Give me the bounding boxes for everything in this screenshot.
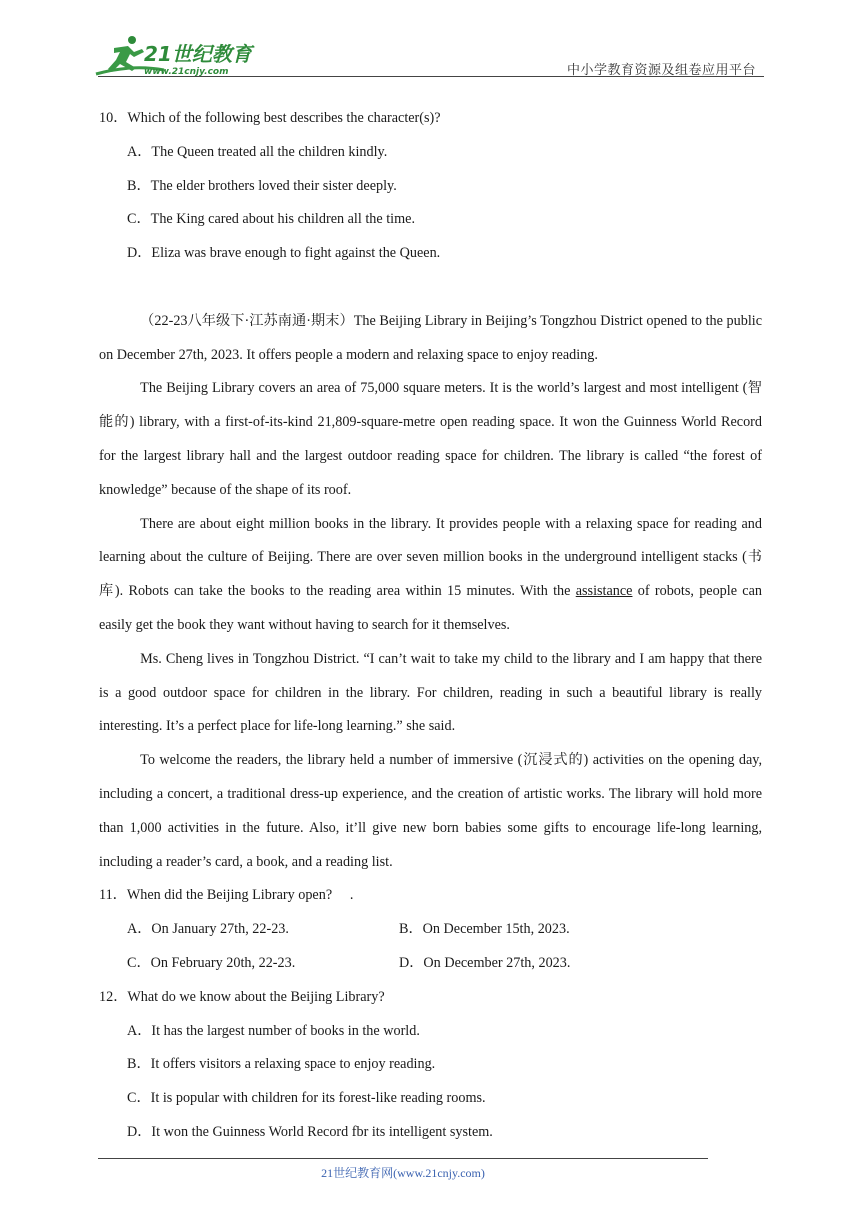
- q10-stem: 10．Which of the following best describes the character(s)?: [99, 110, 441, 126]
- passage-paragraph-5: To welcome the readers, the library held a number of immersive (沉浸式的) activities on the opening day, including a concert, a traditional dress-up experience, and the creation of artistic works. The library will hold more than 1,000 activities in the future. Also, it’ll give new born babies some gifts to encourage life-long learning, including a reader’s card, a book, and a reading list.: [99, 752, 762, 870]
- underlined-word: assistance: [575, 583, 633, 600]
- passage-paragraph-1: （22-23八年级下·江苏南通·期末）The Beijing Library in Beijing’s Tongzhou District opened to the public on December 27th, 2023. It offers people a modern and relaxing space to enjoy reading.: [99, 312, 762, 363]
- q11-option-c: C．On February 20th, 22-23.: [127, 954, 296, 971]
- q12-option-c: C．It is popular with children for its forest-like reading rooms.: [127, 1090, 486, 1107]
- header-divider: [98, 76, 764, 77]
- q11-stem: 11．When did the Beijing Library open? .: [99, 887, 354, 904]
- p3-text-before: There are about eight million books in the library. It provides people with a relaxing space for reading and learning about the culture of Beijing. There are over seven million books in the underground intelligent stacks (书库). Robots can take the books to the reading area within 15 minutes. With the: [99, 515, 762, 600]
- q11-option-d: D．On December 27th, 2023.: [399, 954, 571, 971]
- p3-text-after: of robots, people can easily get the book they want without having to search for it themselves.: [99, 583, 762, 633]
- passage-paragraph-3: [99, 508, 762, 643]
- header-platform-text: 中小学教育资源及组卷应用平台: [566, 62, 756, 77]
- q12-option-a: A．It has the largest number of books in the world.: [127, 1022, 420, 1039]
- q12-option-b: B．It offers visitors a relaxing space to enjoy reading.: [127, 1056, 436, 1073]
- runner-logo-icon: [92, 34, 262, 78]
- q11-options-row-1: [99, 913, 762, 947]
- document-body: [99, 102, 762, 1150]
- q10-option-a: A．The Queen treated all the children kindly.: [127, 143, 388, 160]
- page-header: [0, 0, 860, 80]
- spacer: [99, 271, 762, 305]
- q11-options-row-2: [99, 947, 762, 981]
- svg-text:www.21cnjy.com: www.21cnjy.com: [144, 67, 229, 77]
- svg-text:21世纪教育: 21世纪教育: [144, 42, 252, 66]
- passage-paragraph-4: Ms. Cheng lives in Tongzhou District. “I can’t wait to take my child to the library and I am happy that there is a good outdoor space for children in the library. For children, reading in such a beautiful library is really interesting. It’s a perfect place for life-long learning.” she said.: [99, 650, 762, 735]
- passage-paragraph-2: The Beijing Library covers an area of 75,000 square meters. It is the world’s largest and most intelligent (智能的) library, with a first-of-its-kind 21,809-square-metre open reading space. It won the Guinness World Record for the largest library hall and the largest outdoor reading space for children. The library is called “the forest of knowledge” because of the shape of its roof.: [99, 380, 762, 498]
- site-logo: [92, 34, 262, 78]
- q10-option-d: D．Eliza was brave enough to fight against the Queen.: [127, 245, 441, 262]
- q12-option-d: D．It won the Guinness World Record fbr its intelligent system.: [127, 1123, 493, 1140]
- q11-option-a: A．On January 27th, 22-23.: [127, 921, 289, 938]
- q11-option-b: B．On December 15th, 2023.: [399, 921, 570, 938]
- q10-option-b: B．The elder brothers loved their sister deeply.: [127, 177, 397, 194]
- footer-link[interactable]: 21世纪教育网(www.21cnjy.com): [321, 1166, 485, 1180]
- q10-option-c: C．The King cared about his children all the time.: [127, 211, 416, 228]
- q12-stem: 12．What do we know about the Beijing Library?: [99, 988, 385, 1005]
- footer-divider: [98, 1158, 708, 1159]
